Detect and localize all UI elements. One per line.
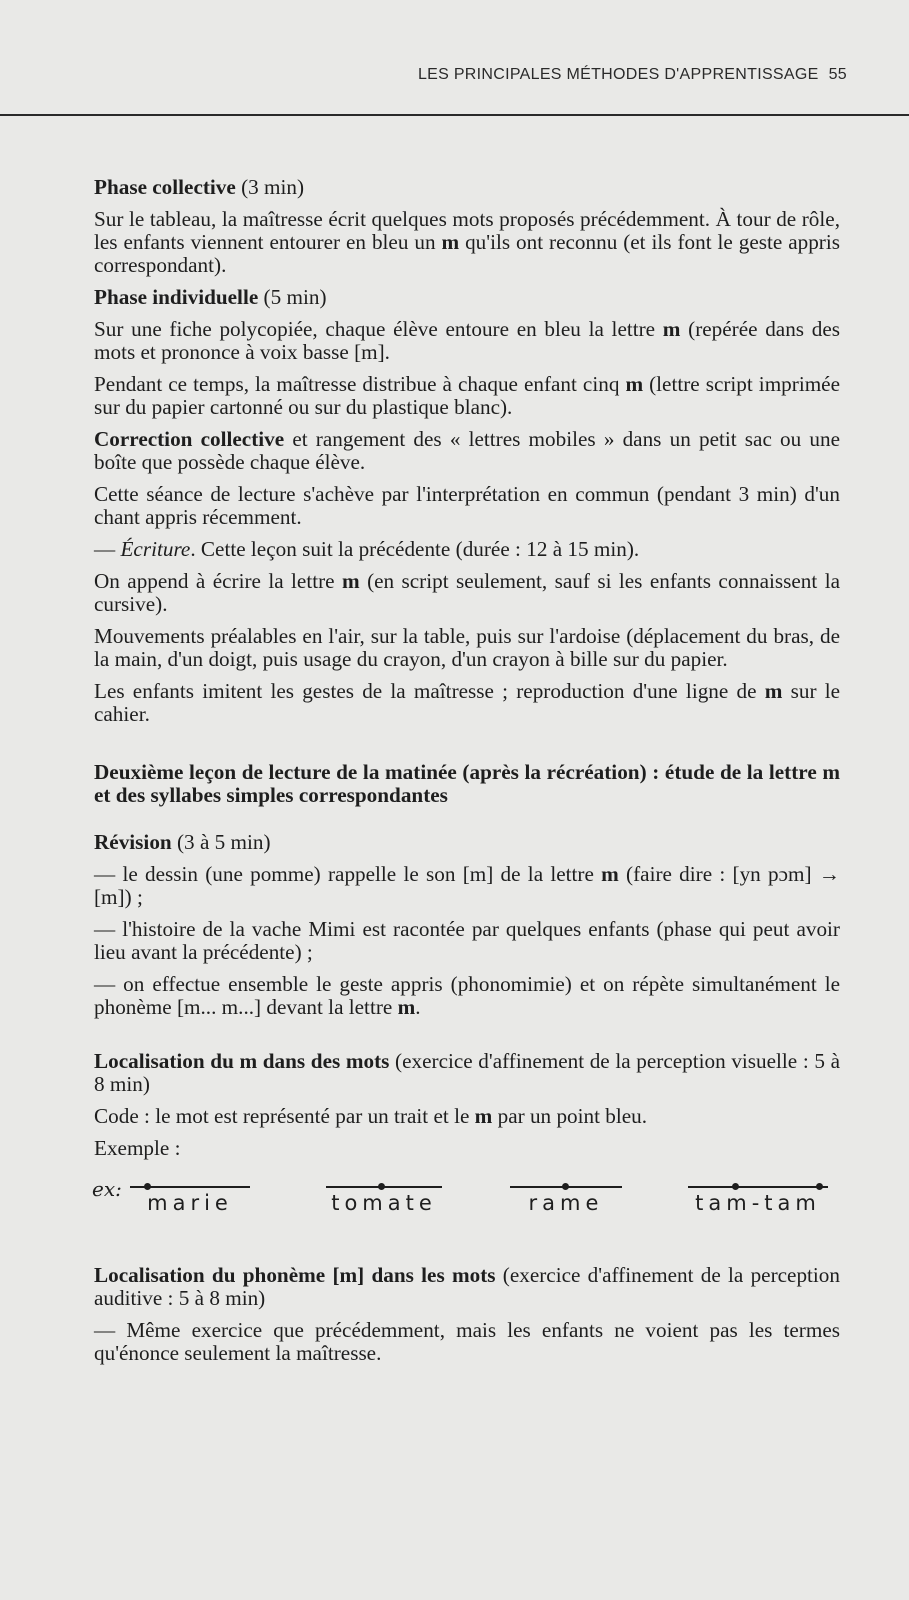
phase-collective-title: Phase collective (3 min) [94, 175, 305, 199]
word-examples [94, 1178, 840, 1240]
header-rule [0, 114, 909, 116]
phase-individuelle-title: Phase individuelle (5 min) [94, 285, 327, 309]
code-paragraph: Code : le mot est représenté par un trait et le m par un point bleu. [94, 1104, 648, 1128]
paragraph: Sur une fiche polycopiée, chaque élève entoure en bleu la lettre m (repérée dans des mots et prononce à voix basse [m]. [94, 317, 840, 364]
page-number: 55 [828, 66, 847, 83]
page-body [94, 176, 840, 1374]
example-word-marie: marie [130, 1178, 250, 1215]
paragraph: Sur le tableau, la maîtresse écrit quelques mots proposés précédemment. À tour de rôle, les enfants viennent entourer en bleu un m qu'ils ont reconnu (et ils font le geste appris correspondant). [94, 207, 840, 277]
exemple-label: Exemple : [94, 1136, 181, 1160]
example-word-tam-tam: tam-tam [688, 1178, 828, 1215]
paragraph: Mouvements préalables en l'air, sur la table, puis sur l'ardoise (déplacement du bras, de la main, d'un doigt, puis usage du crayon, d'un crayon à bille sur du papier. [94, 624, 840, 671]
paragraph: Cette séance de lecture s'achève par l'interprétation en commun (pendant 3 min) d'un chant appris récemment. [94, 482, 840, 529]
section-heading: Deuxième leçon de lecture de la matinée (après la récréation) : étude de la lettre m et des syllabes simples correspondantes [94, 760, 840, 807]
running-title: LES PRINCIPALES MÉTHODES D'APPRENTISSAGE [417, 66, 819, 83]
ecriture-paragraph: — Écriture. Cette leçon suit la précédente (durée : 12 à 15 min). [94, 537, 640, 561]
ex-prefix: ex: [92, 1177, 122, 1201]
example-word-tomate: tomate [326, 1178, 442, 1215]
example-word-rame: rame [510, 1178, 622, 1215]
revision-item: — le dessin (une pomme) rappelle le son [m] de la lettre m (faire dire : [yn pɔm] → [m]) ; [94, 862, 840, 909]
revision-item: — on effectue ensemble le geste appris (phonomimie) et on répète simultanément le phonème [m... m...] devant la lettre m. [94, 972, 840, 1019]
paragraph: On append à écrire la lettre m (en script seulement, sauf si les enfants connaissent la cursive). [94, 569, 840, 616]
paragraph: Correction collective et rangement des « lettres mobiles » dans un petit sac ou une boîte que possède chaque élève. [94, 427, 841, 474]
localisation-auditive: Localisation du phonème [m] dans les mots (exercice d'affinement de la perception auditive : 5 à 8 min) [94, 1263, 840, 1310]
revision-item: — l'histoire de la vache Mimi est racontée par quelques enfants (phase qui peut avoir lieu avant la précédente) ; [94, 917, 840, 964]
final-paragraph: — Même exercice que précédemment, mais les enfants ne voient pas les termes qu'énonce seulement la maîtresse. [94, 1318, 840, 1365]
paragraph: Les enfants imitent les gestes de la maîtresse ; reproduction d'une ligne de m sur le cahier. [94, 679, 841, 726]
running-header [418, 66, 847, 84]
localisation-visuelle: Localisation du m dans des mots (exercice d'affinement de la perception visuelle : 5 à 8 min) [94, 1049, 840, 1096]
revision-title: Révision (3 à 5 min) [94, 830, 271, 854]
paragraph: Pendant ce temps, la maîtresse distribue à chaque enfant cinq m (lettre script imprimée sur du papier cartonné ou sur du plastique blanc). [94, 372, 840, 419]
